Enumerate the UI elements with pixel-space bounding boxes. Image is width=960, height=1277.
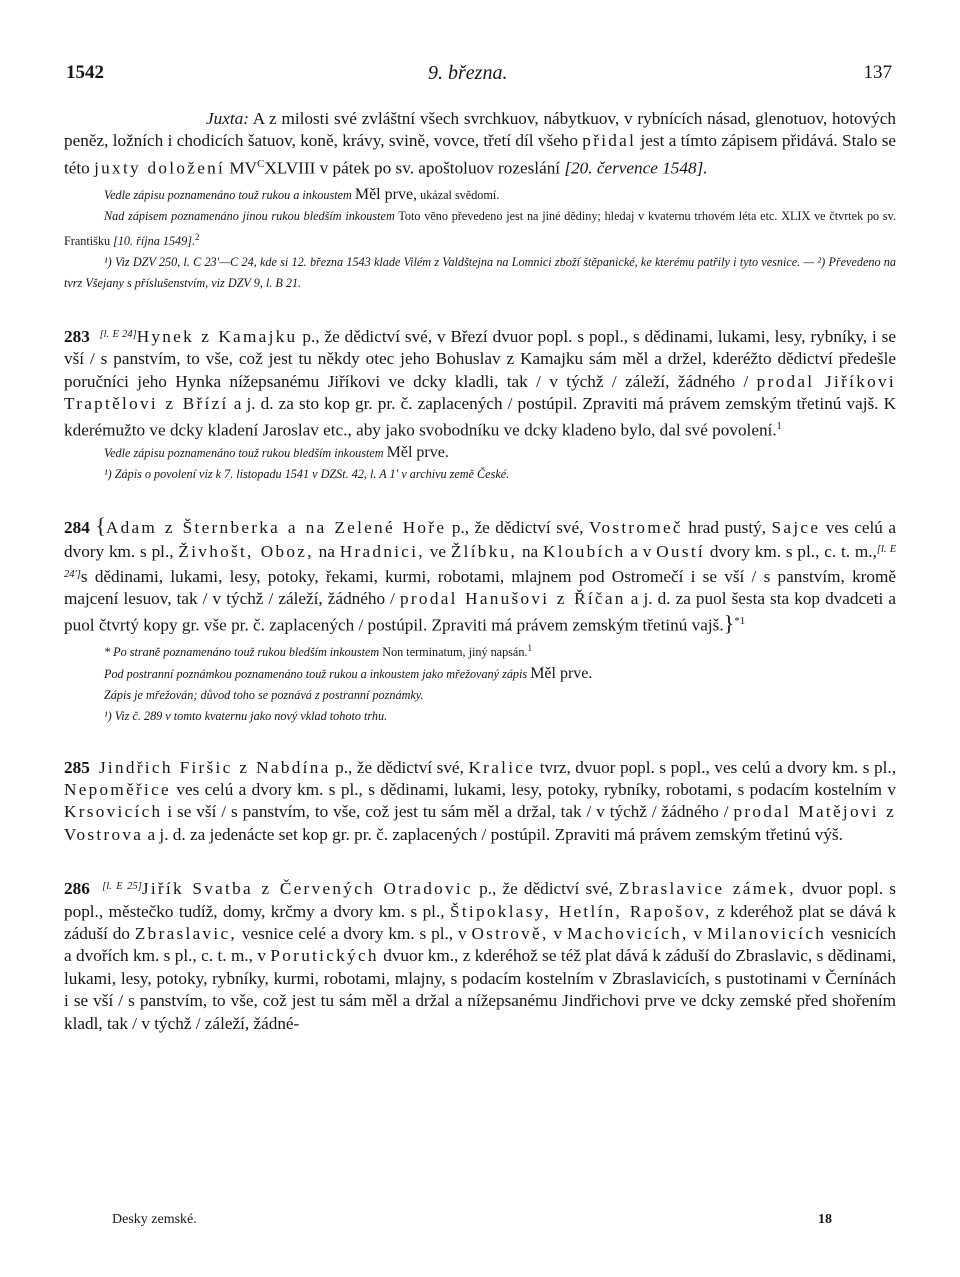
entry-283: 283 [l. E 24]Hynek z Kamajku p., že dědictví své, v Březí dvuor popl. s popl., s dědinami, lukami, lesy, rybníky, i se vší / s panstvím, to vše, což jest tu někdy otec jeho Bohuslav z Kamajku sám měl a držel, kderéžto dědictví předešle poručníci jeho Hynka nížepsanému Jiříkovi ve dcky kladli, tak / v týchž / záleží, žádného / prodal Jiříkovi Traptělovi z Břízí a j. d. za sto kop gr. pr. č. zaplacených / postúpil. Zpraviti má právem zemským třetinú vajš. K kderémužto ve dcky kladení Jaroslav etc., aby jako svobodníku ve dcky kladeno bylo, dal své povolení.$^1$ [64,327,896,440]
running-header [64,58,896,92]
header-date: 9. března. [428,62,508,84]
header-year: 1542 [66,62,104,83]
entry-286: 286 [l. E 25]Jiřík Svatba z Červených Otradovic p., že dědictví své, Zbraslavice zámek, dvuor popl. s popl., městečko tudíž, domy, krčmy a dvory km. s pl., Štipoklasy, Hetlín, Rapošov, z kderéhož plat se dává k záduší do Zbraslavic, vesnice celé a dvory km. s pl., v Ostrově, v Machovicích, v Milanovicích vesnicích a dvořích km. s pl., c. t. m., v Porutických dvuor km., z kderéhož se též plat dává k záduší do Zbraslavic, s dědinami, lukami, lesy, potoky, rybníky, kurmi, robotami, mlajny, s podacím kostelním v Zbraslavicích, s pustotinami v Černínách i se vší / s panstvím, to vše, což jest tu sám měl a držal a nížepsanému Jindřichovi prve ve dcky zemské před shořením kladl, tak / v týchž / záleží, žádné- [64,879,897,1033]
editorial-note: Vedle zápisu poznamenáno touž rukou a inkoustem Měl prve, ukázal svědomí. [104,185,500,203]
margin-ref: [l. E 24′] [64,544,897,580]
editorial-note: Zápis je mřežován; důvod toho se poznává z postranní poznámky. [104,687,424,702]
editorial-note: Pod postranní poznámkou poznamenáno touž rukou a inkoustem jako mřežovaný zápis Měl prve. [104,664,593,682]
footnote: ¹) Zápis o povolení viz k 7. listopadu 1541 v DZSt. 42, l. A 1′ v archivu země České. [104,466,510,481]
margin-ref: [l. E 25] [102,881,142,893]
date-bracket: [20. července 1548]. [564,158,708,178]
footnote: ¹) Viz DZV 250, l. C 23′—C 24, kde si 12. března 1543 klade Vilém z Valdštejna na Lomnici zboží štěpanické, ke kterému patřily i tyto vesnice. — ²) Převedeno na tvrz Všejany s příslušenstvím, viz DZV 9, l. B 21. [64,255,896,291]
editorial-note: * Po straně poznamenáno touž rukou bledším inkoustem Non terminatum, jiný napsán.$^1$ [104,642,532,659]
footer-signature: Desky zemské. [112,1212,197,1227]
entry-284: 284 {Adam z Šternberka a na Zelené Hoře p., že dědictví své, Vostromeč hrad pustý, Sajce ves celú a dvory km. s pl., Živhošt, Oboz, na Hradnici, ve Žlíbku, na Kloubích a v Oustí dvory km. s pl., c. t. m.,[l. E 24′]s dědinami, lukami, lesy, potoky, řekami, kurmi, robotami, mlajnem pod Ostromečí i se vší / s panstvím, kromě majcení lesuov, tak / v týchž / záleží, žádného / prodal Hanušovi z Říčan a j. d. za puol šesta sta kop dvadceti a puol čtvrtý kopy gr. vše pr. č. zaplacených / postúpil. Zpraviti má právem zemským třetinú vajš.}$^{*1}$ [64,512,897,637]
footer-sheet-number: 18 [818,1212,832,1227]
header-page-number: 137 [863,62,892,83]
juxta-paragraph: Juxta: A z milosti své zvláštní všech svrchkuov, nábytkuov, v rybnících násad, glenotuov, hotových peněz, ložních i chodicích šatuov, koně, krávy, svině, vovce, třetí díl všeho přidal jest a tímto zápisem přidává. Stalo se této juxty doložení $MV^CXLVIII$ v pátek po sv. apoštoluov rozeslání [20. července 1548]. [64,109,897,178]
person-name: Jindřich Firšic z Nabdína [98,757,331,777]
margin-ref: [l. E 24] [99,329,137,341]
editorial-note: Nad zápisem poznamenáno jinou rukou bledším inkoustem Toto věno převedeno jest na jiné dědiny; hledaj v kvaternu trhovém léta etc. XLIX ve čtvrtek po sv. Františku [10. října 1549].$^2$ [64,208,897,249]
page-footer [112,1212,832,1228]
editorial-note: Vedle zápisu poznamenáno touž rukou bledším inkoustem Měl prve. [104,443,449,461]
juxta-label: Juxta: [206,109,249,128]
person-name: Jiřík Svatba z Červených Otradovic [141,879,473,899]
person-name: Hynek z Kamajku [136,327,298,347]
page [64,58,896,1035]
entry-285: 285 Jindřich Firšic z Nabdína p., že dědictví své, Kralice tvrz, dvuor popl. s popl., ves celú a dvory km. s pl., Nepoměřice ves celú a dvory km. s pl., s dědinami, lukami, lesy, potoky, rybníky, robotami, s podacím kostelním v Krsovicích i se vší / s panstvím, to vše, což jest tu sám měl a držal, tak / v týchž / žádného / prodal Matějovi z Vostrova a j. d. za jedenácte set kop gr. pr. č. zaplacených / postúpil. Zpraviti má právem zemským třetinú výš. [64,757,897,844]
footnote: ¹) Viz č. 289 v tomto kvaternu jako nový vklad tohoto trhu. [104,708,388,723]
person-name: Adam z Šternberka a na Zelené Hoře [105,517,447,537]
